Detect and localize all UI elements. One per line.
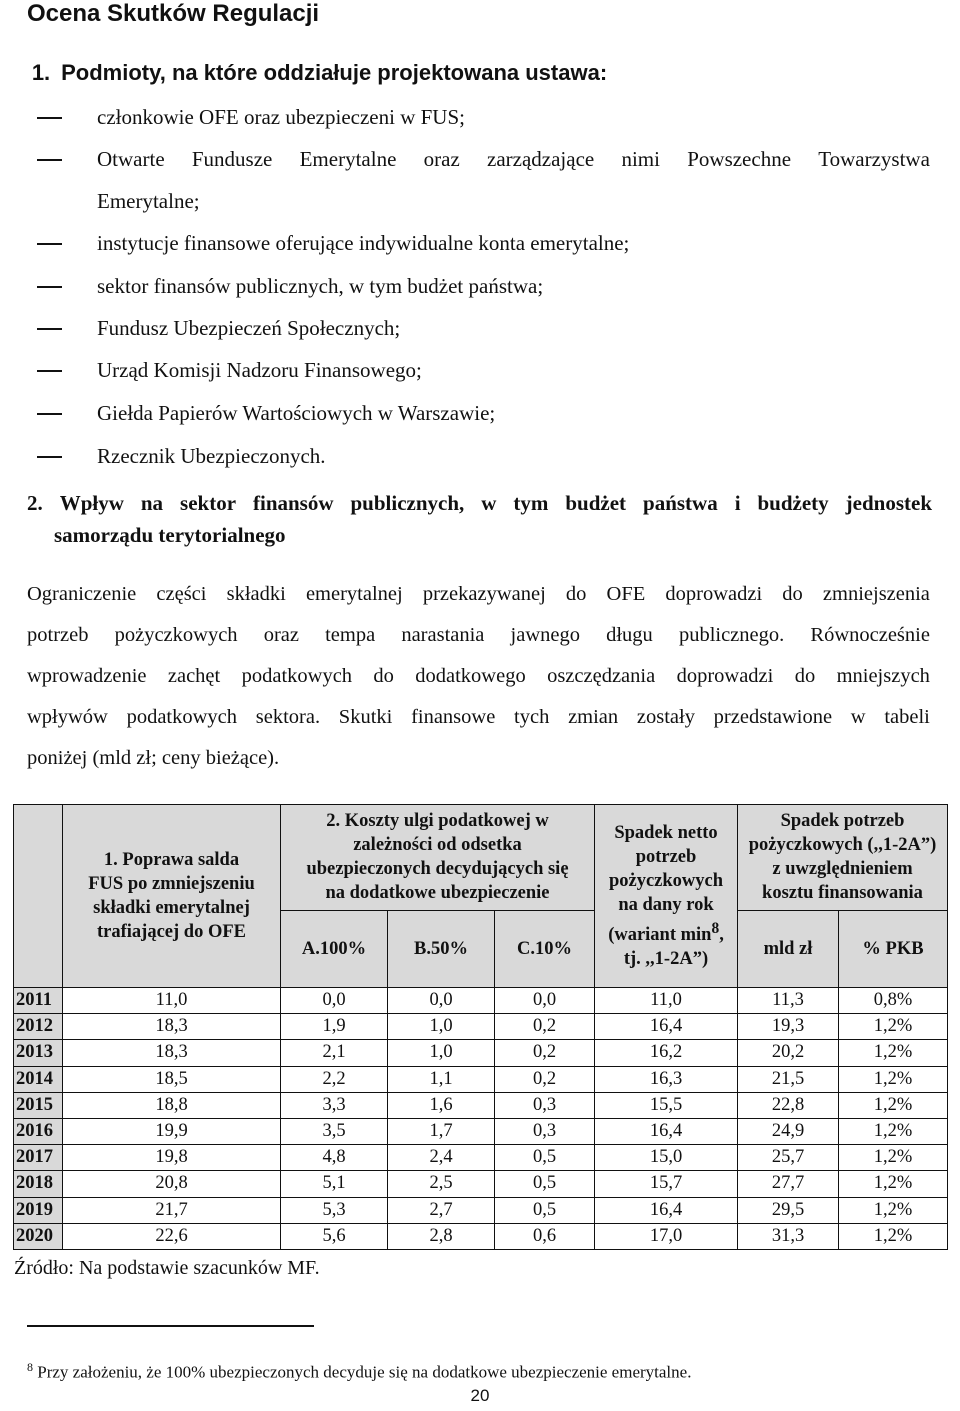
table-cell: 1,2% bbox=[839, 1145, 948, 1171]
header-year bbox=[14, 805, 63, 988]
dash-icon bbox=[37, 456, 62, 458]
dash-icon bbox=[37, 117, 62, 119]
header-borrowing-with-cost: Spadek potrzeb pożyczkowych (,,1-2A”) z uwzględnieniem kosztu finansowania bbox=[738, 805, 948, 911]
table-cell: 4,8 bbox=[281, 1145, 388, 1171]
table-cell: 11,0 bbox=[595, 988, 738, 1014]
table-cell: 1,2% bbox=[839, 1066, 948, 1092]
financial-effects-table bbox=[13, 804, 948, 1250]
table-cell: 21,7 bbox=[63, 1197, 281, 1223]
page-title: Ocena Skutków Regulacji bbox=[27, 0, 320, 27]
paragraph-line: potrzeb pożyczkowych oraz tempa narastania jawnego długu publicznego. Równocześnie bbox=[27, 624, 930, 646]
table-cell: 22,6 bbox=[63, 1223, 281, 1249]
table-cell: 29,5 bbox=[738, 1197, 839, 1223]
table-cell: 18,3 bbox=[63, 1014, 281, 1040]
table-cell: 0,5 bbox=[495, 1145, 595, 1171]
section-2-paragraph bbox=[27, 574, 930, 779]
table-row bbox=[14, 1092, 948, 1118]
dash-icon bbox=[37, 243, 62, 245]
table-cell: 17,0 bbox=[595, 1223, 738, 1249]
table-cell: 0,3 bbox=[495, 1118, 595, 1144]
table-row bbox=[14, 1171, 948, 1197]
table-cell: 31,3 bbox=[738, 1223, 839, 1249]
row-year: 2015 bbox=[14, 1092, 63, 1118]
table-cell: 1,6 bbox=[388, 1092, 495, 1118]
table-row bbox=[14, 1118, 948, 1144]
table-cell: 16,2 bbox=[595, 1040, 738, 1066]
table-cell: 15,5 bbox=[595, 1092, 738, 1118]
dash-icon bbox=[37, 370, 62, 372]
section-1-title: Podmioty, na które oddziałuje projektowana ustawa: bbox=[61, 60, 608, 85]
table-cell: 0,6 bbox=[495, 1223, 595, 1249]
table-cell: 1,0 bbox=[388, 1014, 495, 1040]
page-number: 20 bbox=[470, 1386, 490, 1405]
table-cell: 1,2% bbox=[839, 1092, 948, 1118]
dash-icon bbox=[37, 413, 62, 415]
table-cell: 24,9 bbox=[738, 1118, 839, 1144]
subheader-c: C.10% bbox=[495, 911, 595, 988]
table-cell: 1,2% bbox=[839, 1197, 948, 1223]
table-row bbox=[14, 1014, 948, 1040]
dash-icon bbox=[37, 286, 62, 288]
table-row bbox=[14, 1197, 948, 1223]
row-year: 2016 bbox=[14, 1118, 63, 1144]
table-cell: 0,2 bbox=[495, 1066, 595, 1092]
row-year: 2020 bbox=[14, 1223, 63, 1249]
table-cell: 22,8 bbox=[738, 1092, 839, 1118]
paragraph-line: wprowadzenie zachęt podatkowych do dodatkowego oszczędzania doprowadzi do mniejszych bbox=[27, 665, 930, 687]
paragraph-line: wpływów podatkowych sektora. Skutki finansowe tych zmian zostały przedstawione w tabeli bbox=[27, 706, 930, 728]
row-year: 2018 bbox=[14, 1171, 63, 1197]
table-row bbox=[14, 988, 948, 1014]
table-cell: 2,7 bbox=[388, 1197, 495, 1223]
table-cell: 1,2% bbox=[839, 1118, 948, 1144]
footnote-separator bbox=[27, 1325, 314, 1327]
table-row bbox=[14, 1066, 948, 1092]
footnote-mark: 8 bbox=[27, 1360, 33, 1374]
subheader-mld: mld zł bbox=[738, 911, 839, 988]
table-cell: 5,3 bbox=[281, 1197, 388, 1223]
table-cell: 2,8 bbox=[388, 1223, 495, 1249]
table-cell: 16,4 bbox=[595, 1197, 738, 1223]
section-2-heading-line1: 2. Wpływ na sektor finansów publicznych, w tym budżet państwa i budżety jednostek bbox=[27, 491, 932, 515]
table-cell: 15,0 bbox=[595, 1145, 738, 1171]
dash-icon bbox=[37, 328, 62, 330]
table-cell: 0,2 bbox=[495, 1014, 595, 1040]
table-cell: 3,5 bbox=[281, 1118, 388, 1144]
footnote-ref: 8 bbox=[711, 919, 720, 937]
table-cell: 15,7 bbox=[595, 1171, 738, 1197]
subheader-b: B.50% bbox=[388, 911, 495, 988]
header-tax-relief-cost: 2. Koszty ulgi podatkowej w zależności od odsetka ubezpieczonych decydujących się na dodatkowe ubezpieczenie bbox=[281, 805, 595, 911]
section-2-heading bbox=[27, 487, 932, 551]
row-year: 2011 bbox=[14, 988, 63, 1014]
table-cell: 1,2% bbox=[839, 1171, 948, 1197]
table-cell: 27,7 bbox=[738, 1171, 839, 1197]
table-cell: 5,6 bbox=[281, 1223, 388, 1249]
table-cell: 1,9 bbox=[281, 1014, 388, 1040]
section-1-number: 1. bbox=[31, 60, 51, 85]
table-cell: 2,4 bbox=[388, 1145, 495, 1171]
subheader-a: A.100% bbox=[281, 911, 388, 988]
table-cell: 16,4 bbox=[595, 1014, 738, 1040]
table-cell: 21,5 bbox=[738, 1066, 839, 1092]
table-cell: 18,5 bbox=[63, 1066, 281, 1092]
table-cell: 25,7 bbox=[738, 1145, 839, 1171]
table-body bbox=[14, 988, 948, 1250]
row-year: 2017 bbox=[14, 1145, 63, 1171]
footnote bbox=[27, 1360, 691, 1383]
table-cell: 3,3 bbox=[281, 1092, 388, 1118]
subheader-pkb: % PKB bbox=[839, 911, 948, 988]
header-fus-balance: 1. Poprawa salda FUS po zmniejszeniu składki emerytalnej trafiającej do OFE bbox=[63, 805, 281, 988]
table-cell: 0,8% bbox=[839, 988, 948, 1014]
list-item-text-justified: Otwarte Fundusze Emerytalne oraz zarządzające nimi Powszechne Towarzystwa bbox=[97, 147, 930, 171]
section-1-heading bbox=[27, 60, 607, 86]
table-cell: 11,3 bbox=[738, 988, 839, 1014]
table-cell: 1,1 bbox=[388, 1066, 495, 1092]
table-cell: 20,2 bbox=[738, 1040, 839, 1066]
row-year: 2013 bbox=[14, 1040, 63, 1066]
row-year: 2012 bbox=[14, 1014, 63, 1040]
table-cell: 18,3 bbox=[63, 1040, 281, 1066]
table-cell: 19,3 bbox=[738, 1014, 839, 1040]
table-cell: 11,0 bbox=[63, 988, 281, 1014]
dash-icon bbox=[37, 159, 62, 161]
table-cell: 16,4 bbox=[595, 1118, 738, 1144]
table-cell: 1,2% bbox=[839, 1223, 948, 1249]
table-cell: 1,2% bbox=[839, 1014, 948, 1040]
table-cell: 2,2 bbox=[281, 1066, 388, 1092]
row-year: 2019 bbox=[14, 1197, 63, 1223]
paragraph-line: poniżej (mld zł; ceny bieżące). bbox=[27, 747, 280, 769]
table-cell: 20,8 bbox=[63, 1171, 281, 1197]
table-cell: 1,0 bbox=[388, 1040, 495, 1066]
section-2-heading-line2: samorządu terytorialnego bbox=[54, 523, 286, 547]
table-cell: 19,8 bbox=[63, 1145, 281, 1171]
table-cell: 5,1 bbox=[281, 1171, 388, 1197]
table-cell: 0,5 bbox=[495, 1171, 595, 1197]
table-cell: 0,0 bbox=[281, 988, 388, 1014]
table-cell: 16,3 bbox=[595, 1066, 738, 1092]
table-source: Źródło: Na podstawie szacunków MF. bbox=[14, 1257, 320, 1279]
footnote-text: Przy założeniu, że 100% ubezpieczonych decyduje się na dodatkowe ubezpieczenie emerytalne. bbox=[37, 1362, 692, 1382]
paragraph-line: Ograniczenie części składki emerytalnej przekazywanej do OFE doprowadzi do zmniejszenia bbox=[27, 583, 930, 605]
table-cell: 18,8 bbox=[63, 1092, 281, 1118]
table-row bbox=[14, 1223, 948, 1249]
table-cell: 19,9 bbox=[63, 1118, 281, 1144]
table-cell: 1,2% bbox=[839, 1040, 948, 1066]
table-row bbox=[14, 1145, 948, 1171]
table-cell: 2,1 bbox=[281, 1040, 388, 1066]
table-cell: 1,7 bbox=[388, 1118, 495, 1144]
table-cell: 2,5 bbox=[388, 1171, 495, 1197]
table-cell: 0,3 bbox=[495, 1092, 595, 1118]
header-net-borrowing: Spadek netto potrzeb pożyczkowych na dany rok (wariant $\min^8$, tj. ,,1-2A”) bbox=[595, 805, 738, 988]
table-cell: 0,2 bbox=[495, 1040, 595, 1066]
table-cell: 0,0 bbox=[495, 988, 595, 1014]
table-row bbox=[14, 1040, 948, 1066]
row-year: 2014 bbox=[14, 1066, 63, 1092]
table-cell: 0,5 bbox=[495, 1197, 595, 1223]
table-cell: 0,0 bbox=[388, 988, 495, 1014]
